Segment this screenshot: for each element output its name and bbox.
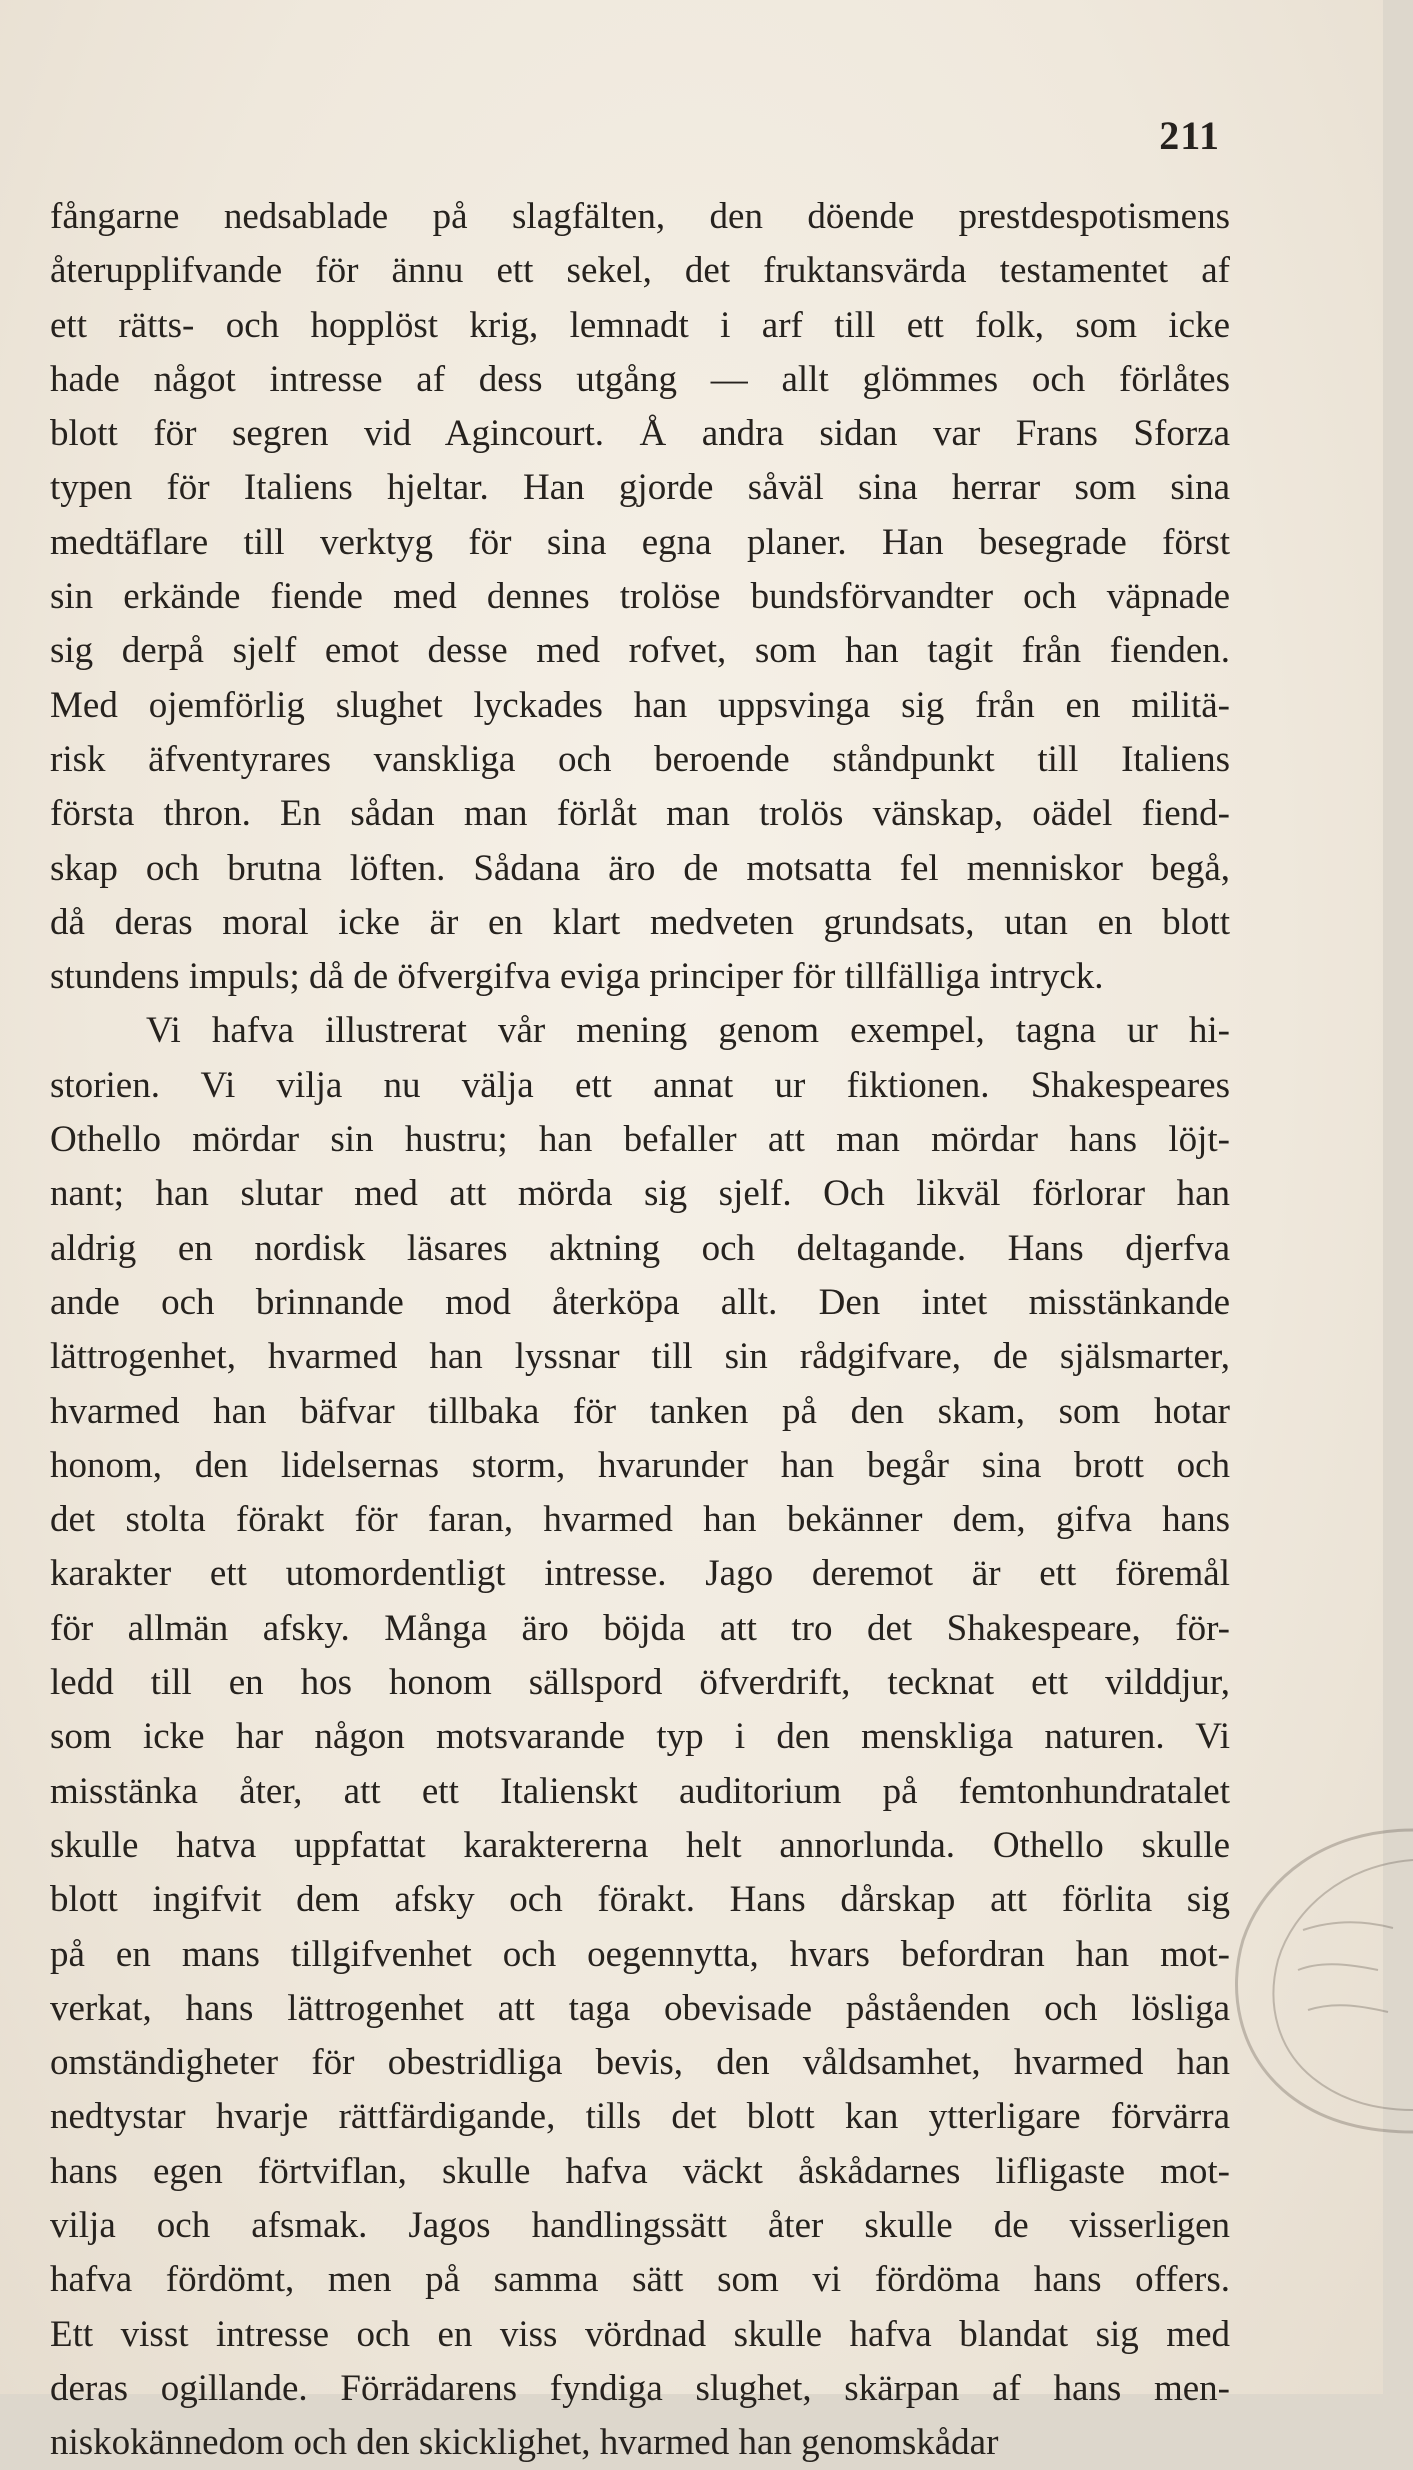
text-line: för allmän afsky. Många äro böjda att tro det Shakespeare, för-: [50, 1607, 1230, 1649]
text-line: som icke har någon motsvarande typ i den menskliga naturen. Vi: [50, 1716, 1230, 1758]
text-line: nedtystar hvarje rättfärdigande, tills det blott kan ytterligare förvärra: [50, 2096, 1230, 2138]
text-line: karakter ett utomordentligt intresse. Jago deremot är ett föremål: [50, 1553, 1230, 1595]
text-line: vilja och afsmak. Jagos handlingssätt åter skulle de visserligen: [50, 2204, 1230, 2246]
text-line: återupplifvande för ännu ett sekel, det fruktansvärda testamentet af: [50, 250, 1230, 292]
text-line: skap och brutna löften. Sådana äro de motsatta fel menniskor begå,: [50, 847, 1230, 889]
text-line: Vi hafva illustrerat vår mening genom exempel, tagna ur hi-: [146, 1010, 1230, 1052]
text-line: ande och brinnande mod återköpa allt. Den intet misstänkande: [50, 1281, 1230, 1323]
text-line: typen för Italiens hjeltar. Han gjorde såväl sina herrar som sina: [50, 467, 1230, 509]
text-line: Med ojemförlig slughet lyckades han uppsvinga sig från en militä-: [50, 684, 1230, 726]
text-line: honom, den lidelsernas storm, hvarunder han begår sina brott och: [50, 1444, 1230, 1486]
text-line: omständigheter för obestridliga bevis, den våldsamhet, hvarmed han: [50, 2042, 1230, 2084]
text-line: misstänka åter, att ett Italienskt auditorium på femtonhundratalet: [50, 1770, 1230, 1812]
text-line: fångarne nedsablade på slagfälten, den döende prestdespotismens: [50, 196, 1230, 237]
text-line: blott ingifvit dem afsky och förakt. Hans dårskap att förlita sig: [50, 1879, 1230, 1921]
text-line: hade något intresse af dess utgång — allt glömmes och förlåtes: [50, 358, 1230, 400]
text-line: lättrogenhet, hvarmed han lyssnar till sin rådgifvare, de själsmarter,: [50, 1336, 1230, 1378]
text-line: aldrig en nordisk läsares aktning och deltagande. Hans djerfva: [50, 1227, 1230, 1269]
text-line: ett rätts- och hopplöst krig, lemnadt i arf till ett folk, som icke: [50, 304, 1230, 346]
text-line: ledd till en hos honom sällspord öfverdrift, tecknat ett vilddjur,: [50, 1662, 1230, 1704]
text-line: deras ogillande. Förrädarens fyndiga slughet, skärpan af hans men-: [50, 2367, 1230, 2409]
text-line: Othello mördar sin hustru; han befaller att man mördar hans löjt-: [50, 1119, 1230, 1161]
body-text: [50, 190, 1230, 2470]
text-line: verkat, hans lättrogenhet att taga obevisade påståenden och lösliga: [50, 1987, 1230, 2029]
text-line: skulle hatva uppfattat karaktererna helt annorlunda. Othello skulle: [50, 1824, 1230, 1866]
text-line: sig derpå sjelf emot desse med rofvet, som han tagit från fienden.: [50, 630, 1230, 672]
library-stamp-mark: [1203, 1820, 1413, 2140]
text-line: hafva fördömt, men på samma sätt som vi fördöma hans offers.: [50, 2259, 1230, 2301]
text-line: hans egen förtviflan, skulle hafva väckt åskådarnes lifligaste mot-: [50, 2150, 1230, 2192]
text-line: Ett visst intresse och en viss vördnad skulle hafva blandat sig med: [50, 2313, 1230, 2355]
text-line: risk äfventyrares vanskliga och beroende ståndpunkt till Italiens: [50, 738, 1230, 780]
text-line: stundens impuls; då de öfvergifva eviga principer för tillfälliga intryck.: [50, 956, 1104, 998]
text-line: niskokännedom och den skicklighet, hvarmed han genomskådar: [50, 2422, 999, 2464]
text-line: det stolta förakt för faran, hvarmed han bekänner dem, gifva hans: [50, 1499, 1230, 1541]
text-line: medtäflare till verktyg för sina egna planer. Han besegrade först: [50, 521, 1230, 563]
text-line: då deras moral icke är en klart medveten grundsats, utan en blott: [50, 901, 1230, 943]
text-line: storien. Vi vilja nu välja ett annat ur fiktionen. Shakespeares: [50, 1064, 1230, 1106]
text-line: första thron. En sådan man förlåt man trolös vänskap, oädel fiend-: [50, 793, 1230, 835]
text-line: hvarmed han bäfvar tillbaka för tanken på den skam, som hotar: [50, 1390, 1230, 1432]
text-line: på en mans tillgifvenhet och oegennytta, hvars befordran han mot-: [50, 1933, 1230, 1975]
text-line: sin erkände fiende med dennes trolöse bundsförvandter och väpnade: [50, 576, 1230, 618]
text-line: nant; han slutar med att mörda sig sjelf. Och likväl förlorar han: [50, 1173, 1230, 1215]
page-number: 211: [1159, 113, 1220, 158]
text-line: blott för segren vid Agincourt. Å andra sidan var Frans Sforza: [50, 413, 1230, 455]
